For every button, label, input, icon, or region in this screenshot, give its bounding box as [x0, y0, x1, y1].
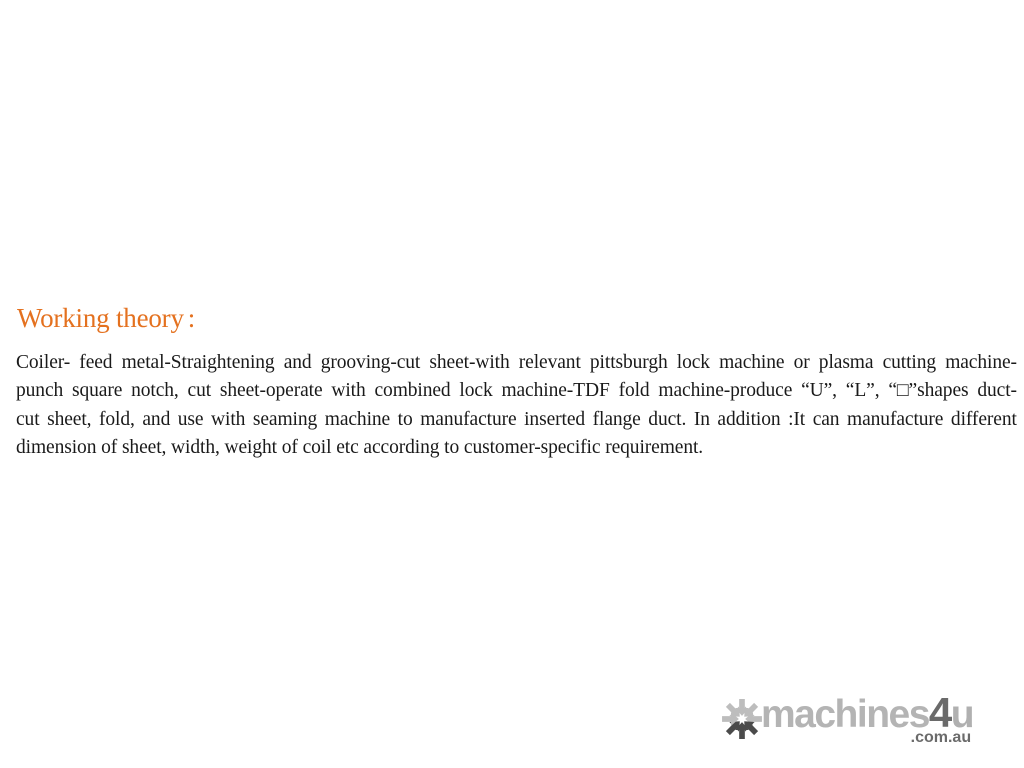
machines4u-watermark: [721, 689, 974, 746]
working-theory-heading: [17, 301, 195, 335]
working-theory-paragraph: [16, 349, 1017, 463]
paragraph-line-1: Coiler- feed metal-Straightening and grooving-cut sheet-with relevant pittsburgh lock machine or plasma cutting machine-: [16, 352, 1017, 373]
converging-arrows-star-icon: [721, 698, 763, 745]
watermark-brand-prefix: machines: [761, 693, 929, 736]
watermark-brand-number: 4: [928, 689, 951, 736]
paragraph-line-2: punch square notch, cut sheet-operate with combined lock machine-TDF fold machine-produce “U”, “L”, “□”shapes duct-: [16, 380, 1017, 402]
watermark-text-block: [761, 689, 974, 746]
heading-colon: :: [187, 303, 196, 333]
heading-text: Working theory: [17, 303, 184, 333]
paragraph-line-4: dimension of sheet, width, weight of coil etc according to customer-specific requirement.: [16, 437, 704, 459]
watermark-brand-suffix: u: [950, 693, 974, 736]
paragraph-line-3: cut sheet, fold, and use with seaming machine to manufacture inserted flange duct. In addition :It can manufacture different: [16, 408, 1017, 430]
watermark-domain: .com.au: [910, 729, 972, 746]
